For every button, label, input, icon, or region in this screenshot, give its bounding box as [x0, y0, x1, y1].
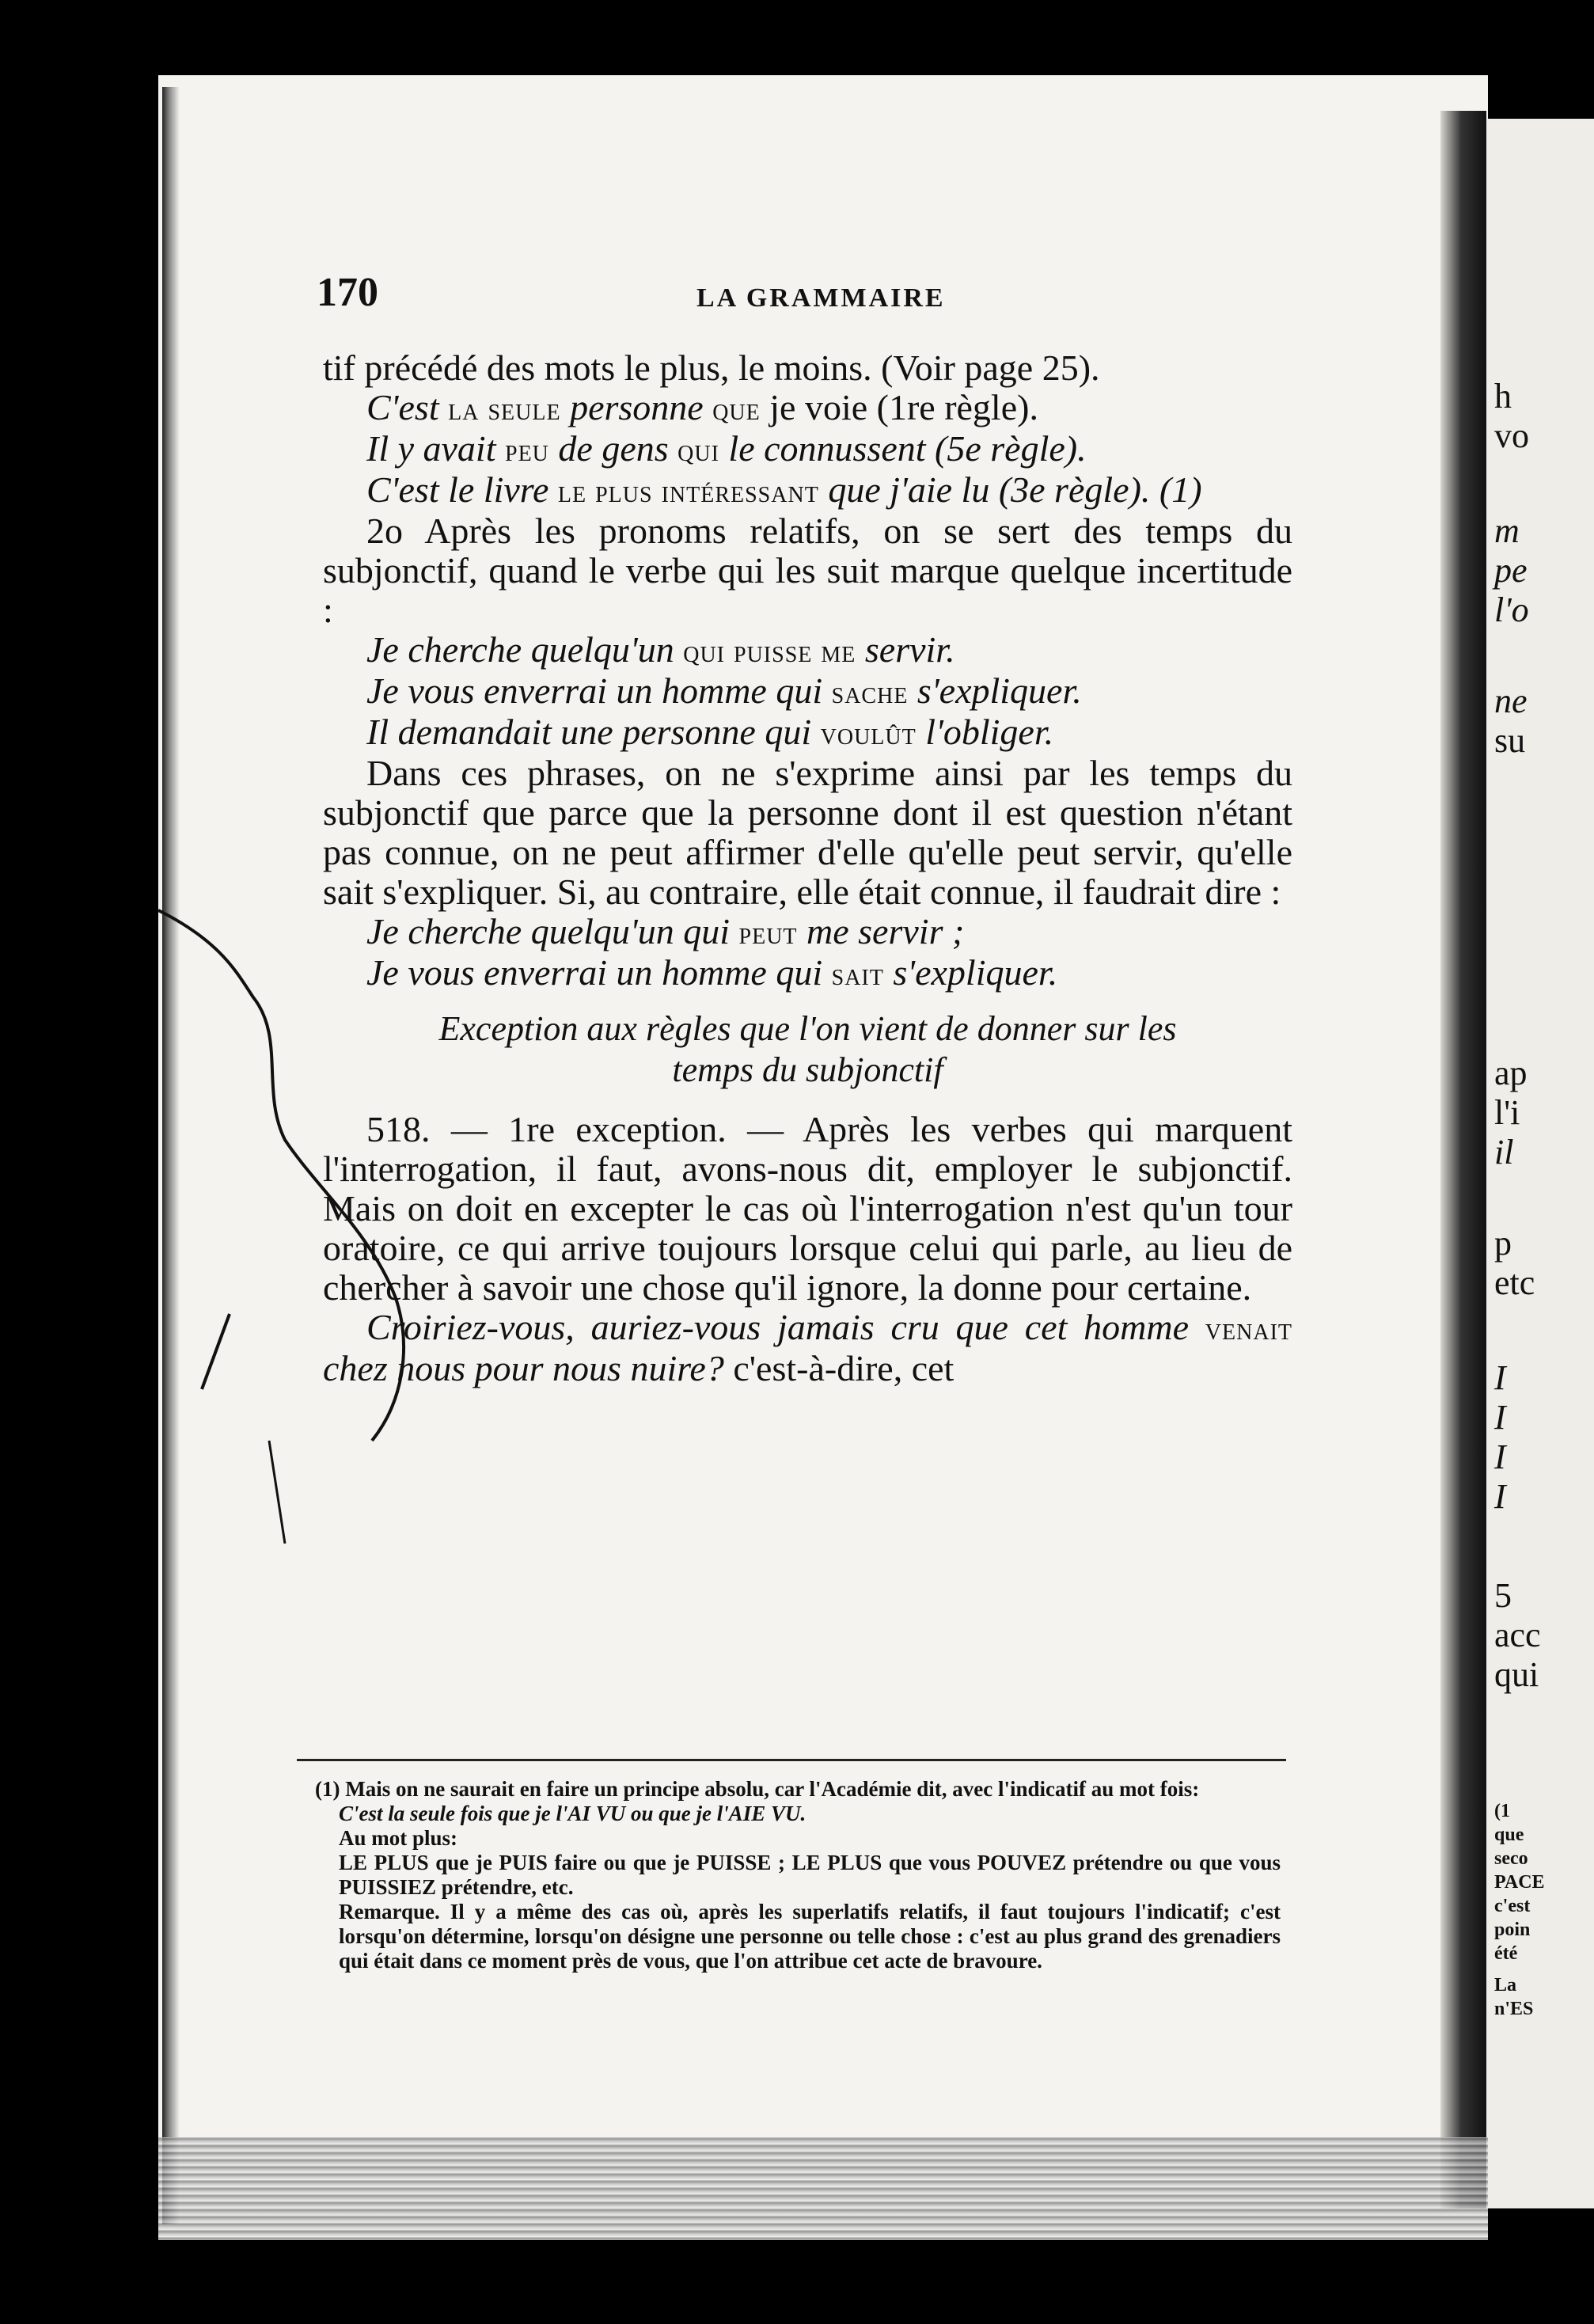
facing-text: ap [1494, 1054, 1528, 1092]
facing-text: vo [1494, 416, 1529, 455]
footnote-separator [297, 1759, 1286, 1761]
book-gutter [1440, 111, 1486, 2208]
facing-text: pe [1494, 551, 1528, 590]
page-shadow [162, 87, 180, 2224]
facing-text: su [1494, 721, 1526, 760]
facing-text: l'o [1494, 590, 1529, 629]
main-text [323, 348, 1292, 1388]
footnote-example: C'est la seule fois que je l'AI VU ou que je l'AIE VU. [339, 1802, 806, 1825]
running-title: LA GRAMMAIRE [696, 283, 946, 313]
paragraph: 2o Après les pronoms relatifs, on se sert des temps du subjonctif, quand le verbe qui les suit marque quelque incertitude : [323, 511, 1292, 630]
page-edges [158, 2137, 1488, 2240]
facing-text: h [1494, 377, 1512, 416]
facing-text: I [1494, 1477, 1506, 1516]
example-sentence: Je cherche quelqu'un qui peut me servir ; [366, 911, 965, 951]
facing-footnote: n'ES [1494, 1999, 1534, 2019]
facing-footnote: c'est [1494, 1896, 1531, 1916]
facing-footnote: été [1494, 1943, 1518, 1964]
footnote: Au mot plus: [339, 1826, 458, 1850]
facing-text: acc [1494, 1616, 1541, 1654]
facing-text: I [1494, 1437, 1506, 1476]
paragraph: Dans ces phrases, on ne s'exprime ainsi par les temps du subjonctif que parce que la personne dont il est question n'étant pas connue, on ne peut affirmer d'elle qu'elle peut servir, qu'elle sait s'expliquer. Si, au contraire, elle était connue, il faudrait dire : [323, 753, 1292, 912]
paragraph-continuation: tif précédé des mots le plus, le moins. (Voir page 25). [323, 347, 1100, 388]
facing-footnote: que [1494, 1825, 1524, 1845]
footnote-example: LE PLUS que je PUIS faire ou que je PUISSE ; LE PLUS que vous POUVEZ prétendre ou que vous PUISSIEZ prétendre, etc. [339, 1851, 1281, 1899]
footnote: (1) Mais on ne saurait en faire un principe absolu, car l'Académie dit, avec l'indicatif au mot fois: [315, 1777, 1200, 1801]
footnote-remark: Remarque. Il y a même des cas où, après les superlatifs relatifs, il faut toujours l'indicatif; c'est lorsqu'on détermine, lorsqu'on désigne une personne ou telle chose : c'est au plus grand des grenadiers qui était dans ce moment près de vous, que l'on attribue cet acte de bravoure. [339, 1900, 1281, 1973]
facing-footnote: seco [1494, 1848, 1528, 1869]
facing-text: p [1494, 1224, 1512, 1263]
example-sentence: Croiriez-vous, auriez-vous jamais cru que cet homme venait chez nous pour nous nuire? c'est-à-dire, cet [323, 1307, 1292, 1388]
example-sentence: C'est la seule personne que je voie (1re règle). [366, 387, 1038, 427]
page-number: 170 [317, 270, 378, 315]
section-title: Exception aux règles que l'on vient de donner sur les temps du subjonctif [438, 1009, 1177, 1089]
facing-footnote: La [1494, 1975, 1517, 1996]
example-sentence: Il y avait peu de gens qui le connussent (5e règle). [366, 428, 1087, 469]
paragraph: 518. — 1re exception. — Après les verbes qui marquent l'interrogation, il faut, avons-nous dit, employer le subjonctif. Mais on doit en excepter le cas où l'interrogation n'est qu'un tour oratoire, ce qui arrive toujours lorsque celui qui parle, au lieu de chercher à savoir une chose qu'il ignore, la donne pour certaine. [323, 1109, 1292, 1308]
facing-text: I [1494, 1398, 1506, 1437]
facing-text: I [1494, 1358, 1506, 1397]
facing-footnote: poin [1494, 1920, 1531, 1940]
example-sentence: Je vous enverrai un homme qui sait s'expliquer. [366, 952, 1058, 993]
example-sentence: C'est le livre le plus intéressant que j'aie lu (3e règle). (1) [366, 469, 1202, 510]
facing-text: etc [1494, 1263, 1535, 1302]
example-sentence: Je vous enverrai un homme qui sache s'expliquer. [366, 670, 1082, 711]
facing-text: 5 [1494, 1576, 1512, 1615]
facing-text: qui [1494, 1655, 1539, 1694]
facing-text: l'i [1494, 1093, 1520, 1132]
example-sentence: Il demandait une personne qui voulût l'obliger. [366, 712, 1054, 752]
facing-footnote: (1 [1494, 1801, 1510, 1821]
facing-text: m [1494, 511, 1520, 550]
facing-footnote: PACE [1494, 1872, 1545, 1893]
example-sentence: Je cherche quelqu'un qui puisse me servir. [366, 629, 955, 670]
facing-page-fragment [1486, 119, 1594, 2208]
footnotes [315, 1777, 1281, 1973]
facing-text: ne [1494, 682, 1528, 720]
page-header [317, 269, 1322, 325]
facing-text: il [1494, 1133, 1514, 1171]
